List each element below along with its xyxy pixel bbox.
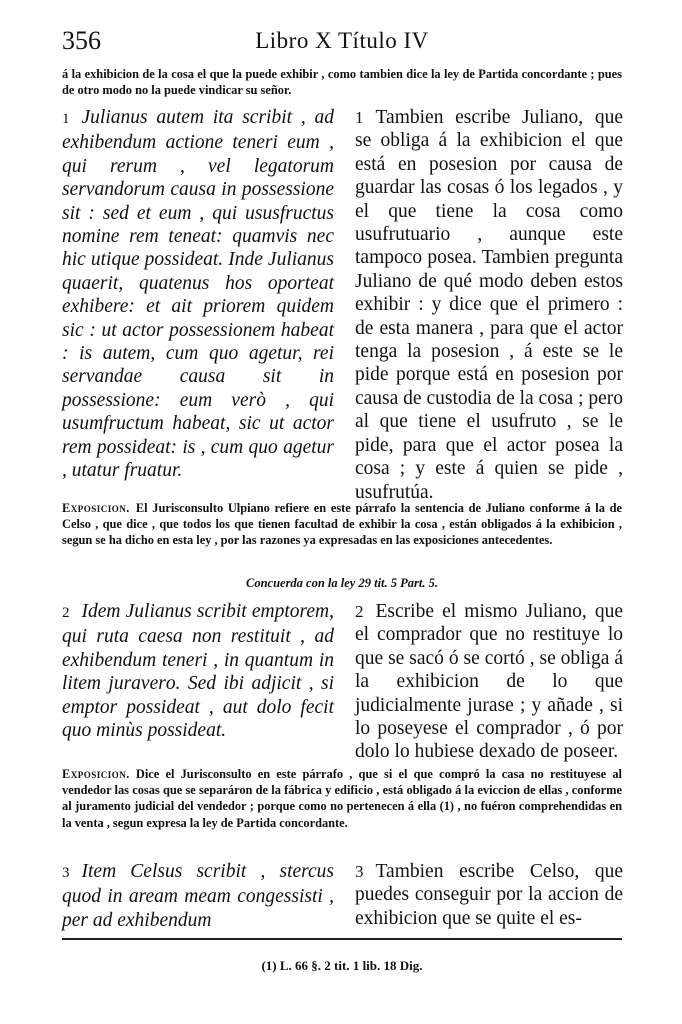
exposicion-2 xyxy=(62,766,622,831)
spanish-text: Escribe el mismo Juliano, que el comprador que no restituye lo que se sacó ó se cortó , se obliga á la exhibicion de lo que judicialmente jurase ; y añade , si lo poseyese el comprador , ó por dolo lo hubiese dexado de poseer. xyxy=(355,601,623,763)
latin-text: Item Celsus scribit , stercus quod in aream meam congessisti , per ad exhibendum xyxy=(62,861,334,931)
running-title: Libro X Título IV xyxy=(255,28,429,53)
paragraph-number: 2 xyxy=(355,602,364,621)
latin-paragraph-1 xyxy=(62,106,334,483)
spanish-text: Tambien escribe Juliano, que se obliga á la exhibicion el que está en posesion por causa de guardar las cosas ó los legados , y el que tiene la cosa como usufrutuario , aunque este tampoco posea. Tambien pregunta Juliano de qué modo deben estos exhibir : y dice que el primero : de esta manera , para que el actor tenga la posesion , á este se le pide porque está en posesion por causa de custodia de la cosa ; pero al que tiene el usufruto , se le pide, para que el actor posea la cosa ; y este á quien se pide , usufrutúa. xyxy=(355,107,624,503)
footnote-divider xyxy=(62,938,622,940)
spanish-paragraph-3 xyxy=(355,860,623,930)
exposicion-text: Dice el Jurisconsulto en este párrafo , que si el que compró la casa no restituyese al vendedor las cosas que se separáron de la fábrica y edificio , está obligado á la eviccion de ellas , conforme al juramento judicial del vendedor ; porque como no pertenecen á ella (1) , no fuéron comprehendidas en la venta , segun expresa la ley de Partida concordante. xyxy=(62,767,622,830)
exposicion-text: El Jurisconsulto Ulpiano refiere en este párrafo la sentencia de Juliano conforme á la de Celso , que dice , que todos los que tienen facultad de exhibir la cosa , están obligados á la exhibicion , segun se ha dicho en esta ley , por las razones ya expresadas en las exposiciones antecedentes. xyxy=(62,501,622,548)
intro-paragraph: á la exhibicion de la cosa el que la puede exhibir , como tambien dice la ley de Partida concordante ; pues de otro modo no la puede vindicar su señor. xyxy=(62,67,622,97)
paragraph-number: 3 xyxy=(62,865,70,881)
page-header xyxy=(62,26,622,60)
latin-paragraph-3 xyxy=(62,860,334,932)
paragraph-number: 2 xyxy=(62,605,70,621)
paragraph-number: 1 xyxy=(62,111,70,127)
footnote: (1) L. 66 §. 2 tit. 1 lib. 18 Dig. xyxy=(261,958,423,973)
exposicion-1 xyxy=(62,500,622,549)
spanish-text: Tambien escribe Celso, que puedes conseguir por la accion de exhibicion que se quite el es- xyxy=(355,861,623,929)
paragraph-number: 1 xyxy=(355,108,364,127)
concordance-note: Concuerda con la ley 29 tit. 5 Part. 5. xyxy=(245,576,438,590)
latin-text: Idem Julianus scribit emptorem, qui ruta caesa non restituit , ad exhibendum teneri , in quantum in litem juraverο. Sed ibi adjicit , si emptor possideat , aut dolo fecit quo minùs possideat. xyxy=(62,601,334,742)
latin-paragraph-2 xyxy=(62,600,334,742)
exposicion-label: Exposicion. xyxy=(62,767,130,781)
spanish-paragraph-1 xyxy=(355,106,623,504)
exposicion-label: Exposicion. xyxy=(62,501,130,515)
paragraph-number: 3 xyxy=(355,862,364,881)
page-number: 356 xyxy=(62,26,101,55)
latin-text: Julianus autem ita scribit , ad exhibendum actione teneri eum , qui rerum , vel legatorum servandorum causa in possessione sit : sed et eum , qui ususfructus nomine rem teneat: quamvis nec hic utique possideat. Inde Julianus quaerit, quatenus hos oporteat exhibere: et ait priorem quidem sic : ut actor possessionem habeat : is autem, cum quo agetur, rei servandae causa sit in possessione: eum verò , qui usumfructum habeat, sic ut actor rem possideat: is , cum quo agetur , utatur fruatur. xyxy=(62,107,334,482)
spanish-paragraph-2 xyxy=(355,600,623,764)
